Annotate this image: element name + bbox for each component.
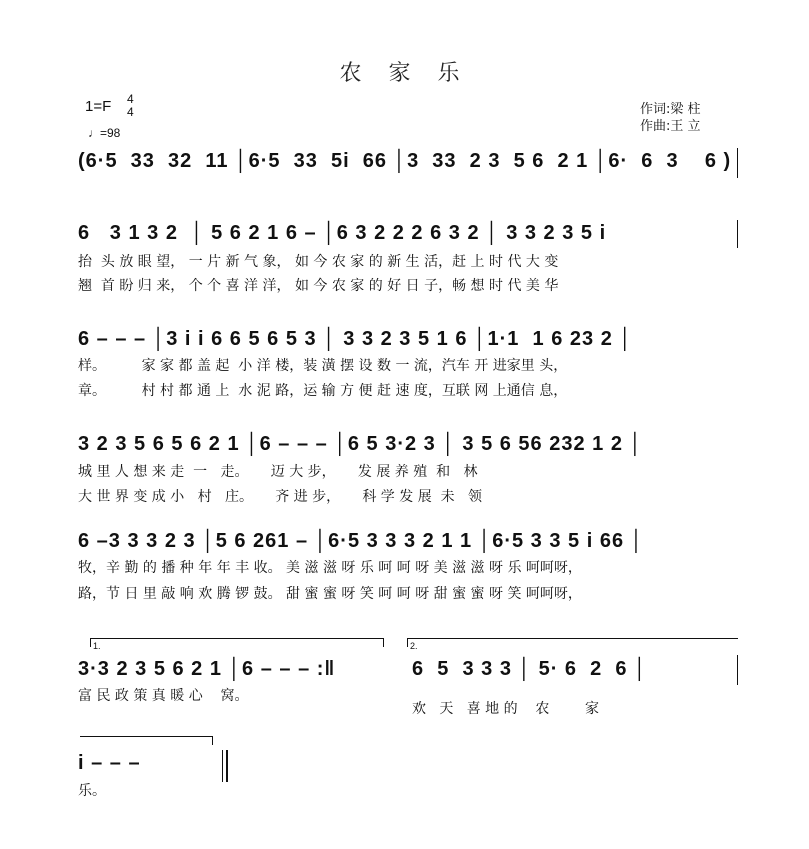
lyrics-verse-1: 抬 头 放 眼 望， 一 片 新 气 象， 如 今 农 家 的 新 生 活，赶 上 时 代 大 变 [78, 254, 559, 270]
barline [737, 220, 738, 248]
lyrics-verse-2: 路，节 日 里 敲 响 欢 腾 锣 鼓。 甜 蜜 蜜 呀 笑 呵 呵 呀 甜 蜜 蜜 呀 笑 呵呵呀， [78, 586, 582, 602]
notation: 6 3 1 3 2 │ 5 6 2 1 6 – │6 3 2 2 2 6 3 2 │ 3 3 2 3 5 i [78, 222, 607, 244]
volta-label-2: 2. [410, 641, 418, 651]
lyricist-credit: 作词:梁 柱 [640, 102, 701, 117]
tempo-marking: ♩=98 [88, 126, 121, 140]
lyrics-ending-2: 欢 天 喜 地 的 农 家 [412, 701, 600, 717]
key-signature: 1=F [85, 98, 112, 115]
lyrics-verse-2: 章。 村 村 都 通 上 水 泥 路，运 输 方 便 赶 速 度，互联 网 上通信 息， [78, 383, 568, 399]
song-title: 农 家 乐 [339, 61, 470, 86]
barline [737, 148, 738, 178]
volta-bracket-2-continued [80, 736, 213, 745]
lyrics-final: 乐。 [78, 783, 106, 799]
lyrics-verse-2: 翘 首 盼 归 来， 个 个 喜 洋 洋， 如 今 农 家 的 好 日 子，畅 想 时 代 美 华 [78, 278, 559, 294]
notation: 3 2 3 5 6 5 6 2 1 │6 – – – │6 5 3·2 3 │ 3 5 6 56 232 1 2 │ [78, 433, 644, 455]
quarter-note-icon: ♩ [88, 126, 100, 140]
notation: 3·3 2 3 5 6 2 1 │6 – – – :‖ [78, 658, 336, 680]
notation: 6 –3 3 3 2 3 │5 6 261 – │6·5 3 3 3 2 1 1 │6·5 3 3 5 i 66 │ [78, 530, 645, 552]
time-signature: 4 4 [127, 92, 134, 119]
volta-bracket-1 [90, 638, 384, 647]
lyrics-ending-1: 富 民 政 策 真 暖 心 窝。 [78, 688, 249, 704]
lyrics-verse-1: 城 里 人 想 来 走 一 走。 迈 大 步， 发 展 养 殖 和 林 [78, 464, 478, 480]
final-barline-thin [222, 750, 223, 782]
lyrics-verse-2: 大 世 界 变 成 小 村 庄。 齐 进 步， 科 学 发 展 未 领 [78, 489, 482, 505]
lyrics-verse-1: 样。 家 家 都 盖 起 小 洋 楼，装 潢 摆 设 数 一 流，汽车 开 进家里 头， [78, 358, 568, 374]
score-line-intro [78, 150, 748, 184]
composer-credit: 作曲:王 立 [640, 119, 701, 134]
notation: 6 5 3 3 3 │ 5· 6 2 6 │ [412, 658, 648, 680]
volta-bracket-2 [407, 638, 738, 647]
barline [737, 655, 738, 685]
notation: i – – – [78, 752, 141, 774]
notation: 6 – – – │3 i i 6 6 5 6 5 3 │ 3 3 2 3 5 1 6 │1·1 1 6 23 2 │ [78, 328, 633, 350]
score-line-6 [78, 752, 278, 786]
score-line-5-ending-2 [412, 658, 742, 692]
notation: (6·5 33 32 11 │6·5 33 5i 66 │3 33 2 3 5 6 2 1 │6· 6 3 6 ) [78, 150, 732, 172]
volta-label-1: 1. [93, 641, 101, 651]
final-barline-thick [226, 750, 228, 782]
lyrics-verse-1: 牧，辛 勤 的 播 种 年 年 丰 收。 美 滋 滋 呀 乐 呵 呵 呀 美 滋 滋 呀 乐 呵呵呀， [78, 560, 582, 576]
